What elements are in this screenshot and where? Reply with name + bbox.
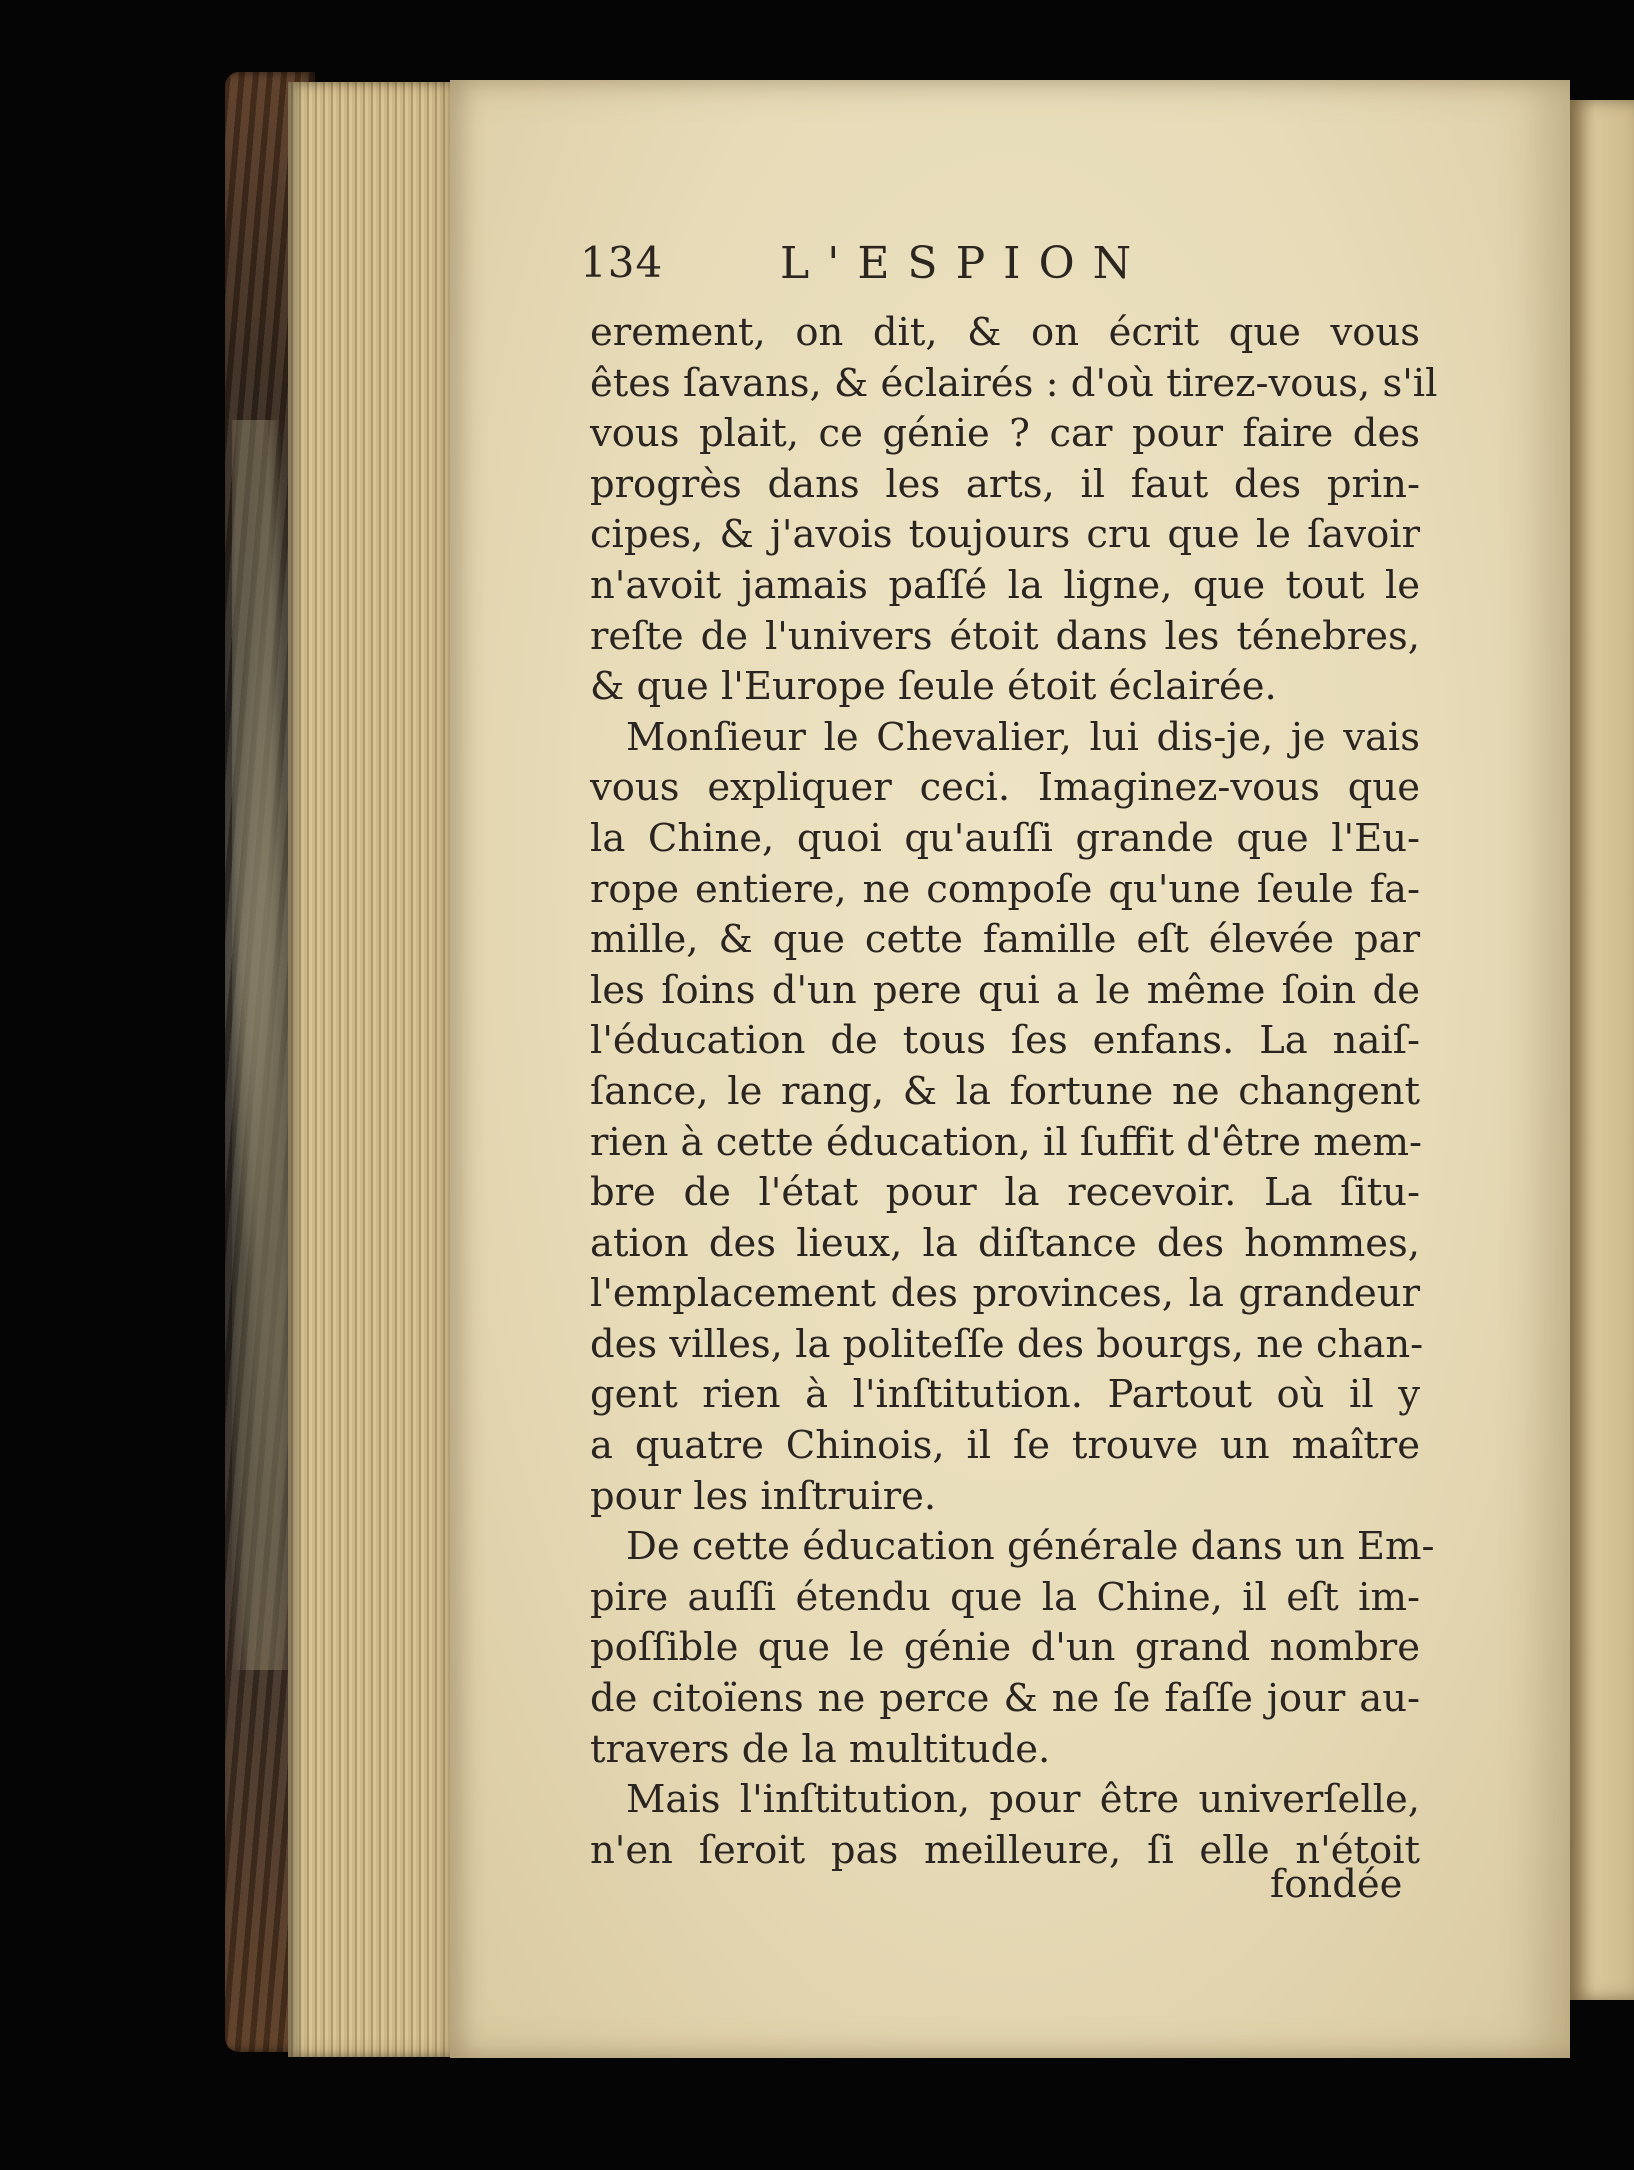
text-line: mille, & que cette famille eſt élevée par bbox=[590, 917, 1420, 963]
text-line: Monſieur le Chevalier, lui dis-je, je vais bbox=[626, 714, 1420, 760]
page-header bbox=[580, 238, 1240, 308]
text-line: l'emplacement des provinces, la grandeur bbox=[590, 1271, 1420, 1317]
text-line: vous expliquer ceci. Imaginez-vous que bbox=[590, 765, 1420, 811]
text-line: bre de l'état pour la recevoir. La ſitu- bbox=[590, 1170, 1420, 1216]
text-line: gent rien à l'inſtitution. Partout où il y bbox=[590, 1372, 1420, 1418]
text-line: travers de la multitude. bbox=[590, 1726, 1051, 1772]
text-line: de citoïens ne perce & ne ſe faſſe jour au- bbox=[590, 1676, 1420, 1722]
catchword: fondée bbox=[1270, 1862, 1403, 1907]
text-line: a quatre Chinois, il ſe trouve un maître bbox=[590, 1423, 1420, 1469]
page-number: 134 bbox=[580, 238, 664, 287]
text-line: erement, on dit, & on écrit que vous bbox=[590, 310, 1420, 355]
text-line: êtes ſavans, & éclairés : d'où tirez-vous, s'il bbox=[590, 360, 1438, 406]
text-line: progrès dans les arts, il faut des prin- bbox=[590, 461, 1420, 507]
page-edges bbox=[288, 82, 458, 2057]
body-text bbox=[590, 308, 1438, 1876]
text-line: poſſible que le génie d'un grand nombre bbox=[590, 1625, 1420, 1671]
text-line: n'avoit jamais paſſé la ligne, que tout le bbox=[590, 562, 1420, 608]
text-line: De cette éducation générale dans un Em- bbox=[626, 1524, 1435, 1570]
running-head: L'ESPION bbox=[780, 238, 1150, 289]
text-line: rope entiere, ne compoſe qu'une ſeule fa- bbox=[590, 866, 1420, 912]
text-line: vous plait, ce génie ? car pour faire des bbox=[590, 411, 1420, 457]
text-line: ſance, le rang, & la fortune ne changent bbox=[590, 1068, 1420, 1114]
text-line: n'en ſeroit pas meilleure, ſi elle n'étoit bbox=[590, 1827, 1420, 1873]
text-line: l'éducation de tous ſes enfans. La naiſ- bbox=[590, 1018, 1420, 1064]
text-line: pire auſſi étendu que la Chine, il eſt im- bbox=[590, 1574, 1420, 1620]
next-page-edge bbox=[1570, 100, 1634, 2000]
text-line: ation des lieux, la diſtance des hommes, bbox=[590, 1220, 1420, 1266]
text-line: des villes, la politeſſe des bourgs, ne chan- bbox=[590, 1321, 1424, 1367]
text-line: & que l'Europe ſeule étoit éclairée. bbox=[590, 664, 1277, 710]
text-line: rien à cette éducation, il ſuffit d'être mem- bbox=[590, 1119, 1423, 1165]
text-line: Mais l'inſtitution, pour être univerſelle, bbox=[626, 1777, 1420, 1823]
text-line: pour les inſtruire. bbox=[590, 1473, 937, 1519]
text-line: la Chine, quoi qu'auſſi grande que l'Eu- bbox=[590, 815, 1420, 861]
text-line: reſte de l'univers étoit dans les ténebres, bbox=[590, 613, 1420, 659]
text-line: les ſoins d'un pere qui a le même ſoin de bbox=[590, 967, 1420, 1013]
text-line: cipes, & j'avois toujours cru que le ſavoir bbox=[590, 512, 1420, 558]
